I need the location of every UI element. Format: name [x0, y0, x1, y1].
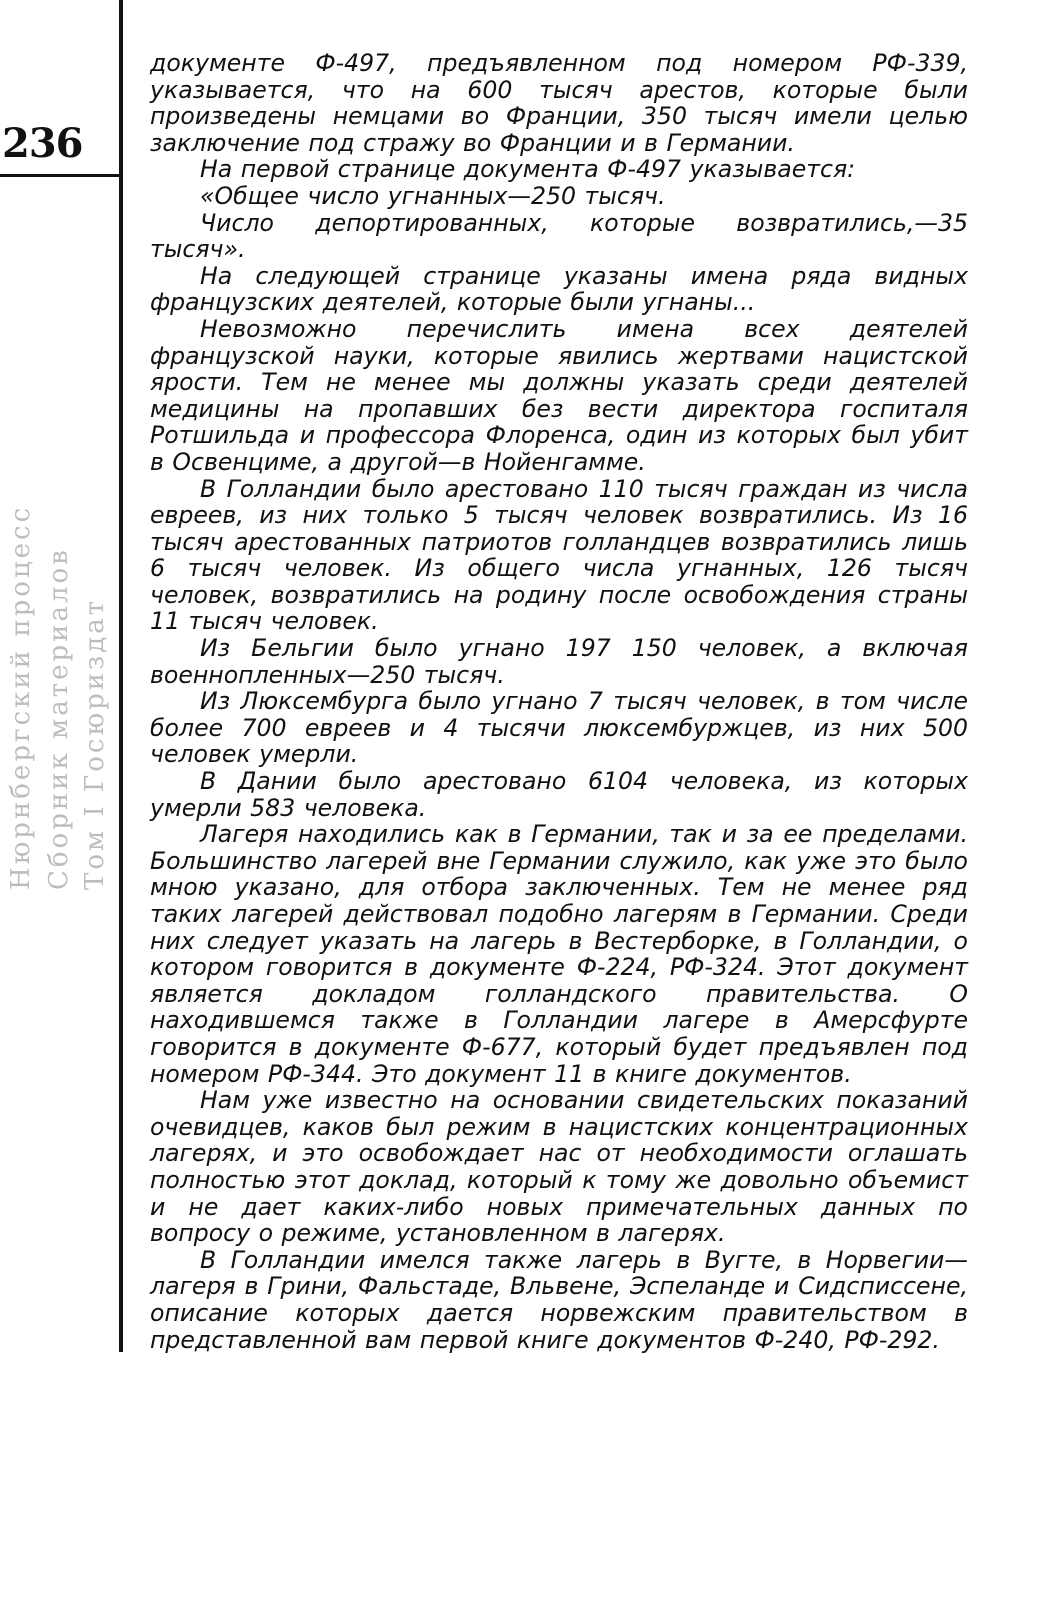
paragraph: Лагеря находились как в Германии, так и за ее пределами. Большинство лагерей вне Германии служило, как уже это было мною указано, для отбора заключенных. Тем не менее ряд таких лагерей действовал подобно лагерям в Германии. Среди них следует указать на лагерь в Вестерборке, в Голландии, о котором говорится в документе Ф-224, РФ-324. Этот документ является докладом голландского правительства. О находившемся также в Голландии лагере в Амерсфурте говорится в документе Ф-677, который будет предъявлен под номером РФ-344. Это документ 11 в книге документов.: [150, 820, 968, 1088]
quote-paragraph: «Общее число угнанных—250 тысяч.: [200, 181, 666, 210]
paragraph-continuation: документе Ф-497, предъявленном под номером РФ-339, указывается, что на 600 тысяч арестов, которые были произведены немцами во Франции, 350 тысяч имели целью заключение под стражу во Франции и в Германии.: [150, 49, 968, 157]
body-text: [150, 50, 968, 1353]
paragraph: В Голландии было арестовано 110 тысяч граждан из числа евреев, из них только 5 тысяч человек возвратились. Из 16 тысяч арестованных патриотов голландцев возвратились лишь 6 тысяч человек. Из общего числа угнанных, 126 тысяч человек, возвратились на родину после освобождения страны 11 тысяч человек.: [150, 474, 968, 636]
paragraph: На следующей странице указаны имена ряда видных французских деятелей, которые были угнаны...: [150, 261, 968, 317]
margin-rule: [119, 0, 123, 1352]
margin-watermark-text-2: Сборник материалов: [44, 547, 74, 890]
paragraph: Из Бельгии было угнано 197 150 человек, а включая военнопленных—250 тысяч.: [150, 634, 968, 689]
margin-watermark-text-1: Нюрнбергский процесс: [6, 504, 36, 890]
quote-paragraph: Число депортированных, которые возвратились,—35 тысяч».: [150, 208, 968, 264]
paragraph: Нам уже известно на основании свидетельских показаний очевидцев, каков был режим в нацистских концентрационных лагерях, и это освобождает нас от необходимости оглашать полностью этот доклад, который к тому же довольно объемист и не дает каких-либо новых примечательных данных по вопросу о режиме, установленном в лагерях.: [150, 1086, 968, 1248]
page-number: 236: [2, 120, 83, 167]
paragraph: В Голландии имелся также лагерь в Вугте, в Норвегии—лагеря в Грини, Фальстаде, Вльвене, Эспеланде и Сидсписсене, описание которых дается норвежским правительством в представленной вам первой книге документов Ф-240, РФ-292.: [150, 1245, 968, 1354]
page-number-underline: [0, 174, 122, 177]
paragraph: На первой странице документа Ф-497 указывается:: [200, 155, 856, 184]
margin-watermark-text-3: Том I Госюриздат: [80, 597, 110, 890]
paragraph: Из Люксембурга было угнано 7 тысяч человек, в том числе более 700 евреев и 4 тысячи люксембуржцев, из них 500 человек умерли.: [150, 687, 968, 769]
margin-watermark: [4, 190, 116, 890]
paragraph: Невозможно перечислить имена всех деятелей французской науки, которые явились жертвами нацистской ярости. Тем не менее мы должны указать среди деятелей медицины на пропавших без вести директора госпиталя Ротшильда и профессора Флоренса, один из которых был убит в Освенциме, а другой—в Нойенгамме.: [150, 314, 968, 476]
paragraph: В Дании было арестовано 6104 человека, из которых умерли 583 человека.: [150, 767, 968, 822]
